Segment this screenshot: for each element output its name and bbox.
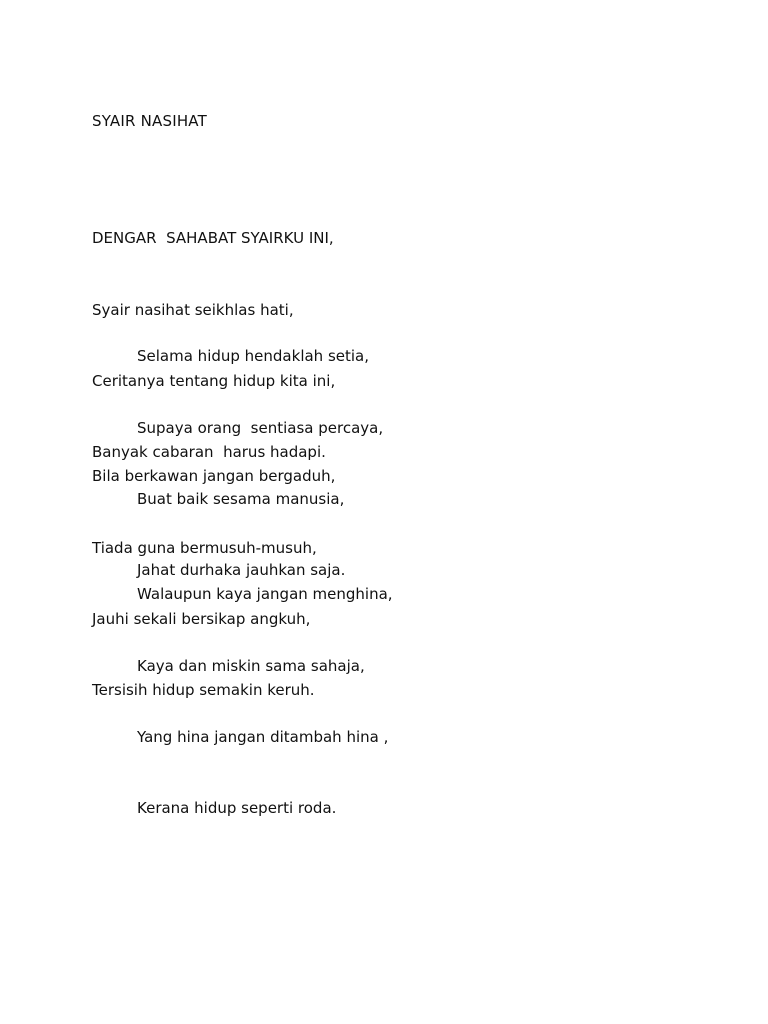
stanza-line: Buat baik sesama manusia, (137, 489, 345, 508)
stanza-line: Kaya dan miskin sama sahaja, (137, 656, 365, 675)
stanza-4 (137, 536, 393, 868)
poem-title: SYAIR NASIHAT (92, 112, 207, 130)
stanza-line: Tiada guna bermusuh-musuh, (92, 538, 317, 557)
stanza-line: Kerana hidup seperti roda. (137, 798, 337, 817)
stanza-line: Banyak cabaran harus hadapi. (92, 442, 326, 461)
stanza-line: Bila berkawan jangan bergaduh, (92, 467, 336, 486)
stanza-line: Supaya orang sentiasa percaya, (137, 418, 384, 437)
stanza-line: Syair nasihat seikhlas hati, (92, 300, 294, 319)
stanza-line: Selama hidup hendaklah setia, (137, 347, 370, 366)
stanza-line: Tersisih hidup semakin keruh. (92, 680, 315, 699)
stanza-line: Jahat durhaka jauhkan saja. (137, 560, 346, 579)
stanza-line: Jauhi sekali bersikap angkuh, (92, 609, 311, 628)
stanza-line: Yang hina jangan ditambah hina , (137, 727, 389, 746)
stanza-line: DENGAR SAHABAT SYAIRKU INI, (92, 229, 334, 248)
stanza-line: Walaupun kaya jangan menghina, (137, 585, 393, 604)
stanza-line: Ceritanya tentang hidup kita ini, (92, 371, 336, 390)
